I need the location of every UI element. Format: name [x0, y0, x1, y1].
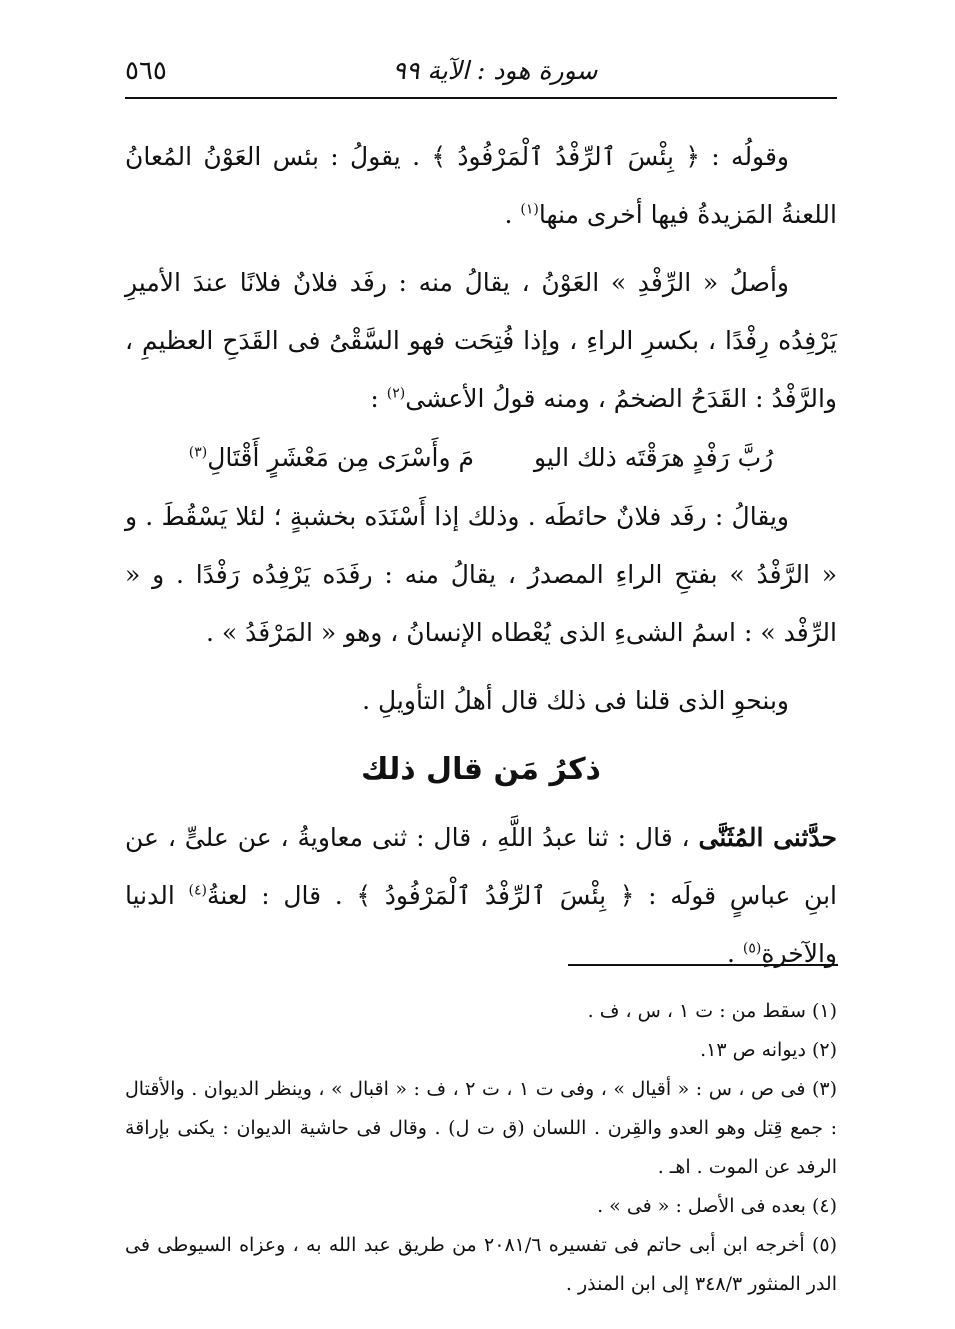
- paragraph-5-end: .: [727, 939, 743, 968]
- paragraph-2-end: :: [370, 384, 387, 413]
- paragraph-5-mid: الدنيا والآخرةِ: [125, 881, 837, 968]
- footnote-1: (١) سقط من : ت ١ ، س ، ف .: [587, 1000, 837, 1022]
- footnote-ref-3: (٣): [188, 444, 208, 461]
- section-heading: ذكرُ مَن قال ذلك: [361, 752, 601, 787]
- narrator-lead: حدَّثنى المُثَنَّى: [698, 823, 838, 852]
- footnote-rule: [568, 964, 838, 966]
- paragraph-3: ويقالُ : رفَد فلانٌ حائطَه . وذلك إذا أَسْنَدَه بخشبةٍ ؛ لئلا يَسْقُطَ . و « الرَّفْدُ » بفتحِ الراءِ المصدرُ ، يقالُ منه : رفَدَه يَرْفِدُه رَفْدًا . و « الرِّفْد » : اسمُ الشىءِ الذى يُعْطاه الإنسانُ ، وهو « المَرْفَدُ » .: [125, 502, 837, 647]
- footnote-4: (٤) بعده فى الأصل : « فى » .: [597, 1195, 837, 1217]
- page-header: [125, 50, 837, 98]
- paragraph-1: [125, 128, 837, 244]
- footnote-ref-5: (٥): [742, 940, 762, 957]
- footnotes: [125, 992, 837, 1304]
- header-rule: [125, 97, 837, 99]
- paragraph-2-text: وأصلُ « الرِّفْدِ » العَوْنُ ، يقالُ منه : رفَد فلانٌ فلانًا عندَ الأميرِ يَرْفِدُه رِفْدًا ، بكسرِ الراءِ ، وإذا فُتِحَت فهو السَّقْىُ فى القَدَحِ العظيمِ ، والرَّفْدُ : القَدَحُ الضخمُ ، ومنه قولُ الأعشى: [125, 268, 837, 413]
- footnote-5: (٥) أخرجه ابن أبى حاتم فى تفسيره ٢٠٨١/٦ من طريق عبد الله به ، وعزاه السيوطى فى الدر المنثور ٣٤٨/٣ إلى ابن المنذر .: [125, 1234, 837, 1295]
- main-text: [125, 128, 837, 983]
- paragraph-1-text: وقولُه : ﴿ بِئْسَ ٱلرِّفْدُ ٱلْمَرْفُودُ ﴾ . يقولُ : بئس العَوْنُ المُعانُ اللعنةُ المَزيدةُ فيها أخرى منها: [125, 142, 837, 229]
- footnote-ref-4: (٤): [188, 882, 207, 899]
- footnote-ref-2: (٢): [386, 385, 406, 402]
- paragraph-5-text: ، قال : ثنا عبدُ اللَّهِ ، قال : ثنى معاويةُ ، عن علىٍّ ، عن ابنِ عباسٍ قولَه : ﴿ بِئْسَ ٱلرِّفْدُ ٱلْمَرْفُودُ ﴾ . قال : لعنةُ: [125, 823, 837, 910]
- footnote-3: (٣) فى ص ، س : « أقيال » ، وفى ت ١ ، ت ٢ ، ف : « اقبال » ، وينظر الديوان . والأقتال : جمع قِتل وهو العدو والقِرن . اللسان (ق ت ل) . وقال فى حاشية الديوان : يكنى بإراقة الرفد عن الموت . اهـ .: [125, 1078, 837, 1178]
- verse-first-hemistich: رُبَّ رَفْدٍ هرَقْتَه ذلك اليو: [534, 443, 774, 472]
- footnote-ref-1: (١): [520, 201, 539, 218]
- running-title: سورة هود : الآية ٩٩: [392, 56, 598, 85]
- paragraph-2: [125, 254, 837, 428]
- paragraph-4: وبنحوِ الذى قلنا فى ذلك قال أهلُ التأويلِ .: [362, 686, 789, 715]
- footnote-2: (٢) ديوانه ص ١٣.: [700, 1039, 837, 1061]
- page-number: ٥٦٥: [125, 56, 167, 86]
- paragraph-1-end: .: [504, 200, 521, 229]
- verse-second-hemistich: مَ وأَسْرَى مِن مَعْشَرٍ أَقْتَالِ: [207, 443, 474, 472]
- paragraph-5: [125, 809, 837, 983]
- poetry-verse: [125, 428, 837, 488]
